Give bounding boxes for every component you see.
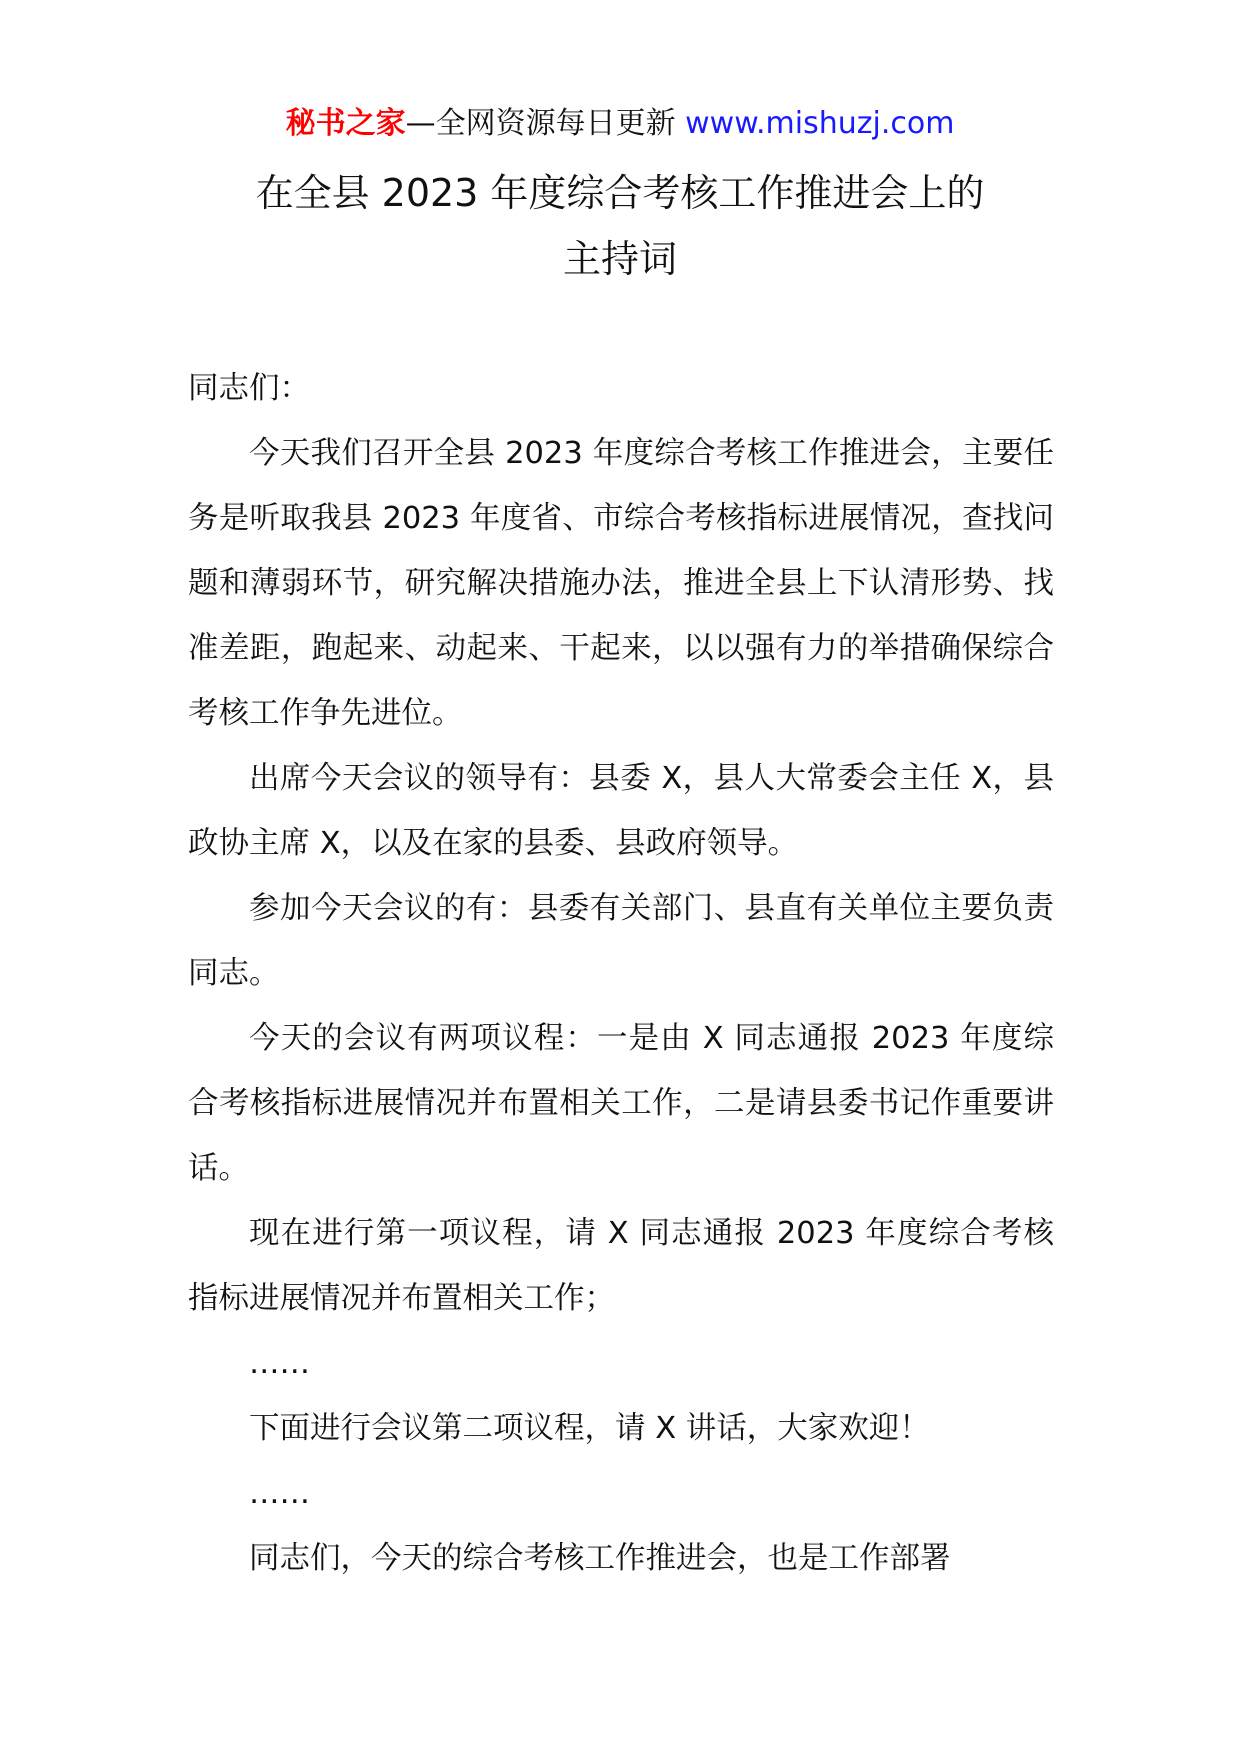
paragraph-agenda-item-1: 现在进行第一项议程，请 X 同志通报 2023 年度综合考核指标进展情况并布置相关工作； — [188, 1216, 1054, 1316]
brand-name: 秘书之家 — [285, 106, 406, 141]
salutation: 同志们： — [188, 371, 310, 406]
document-title-line-1: 在全县 2023 年度综合考核工作推进会上的 — [255, 171, 985, 215]
ellipsis-1: …… — [249, 1346, 310, 1381]
document-body — [188, 356, 1054, 1591]
ellipsis-2: …… — [249, 1476, 310, 1511]
paragraph-agenda: 今天的会议有两项议程：一是由 X 同志通报 2023 年度综合考核指标进展情况并布置相关工作，二是请县委书记作重要讲话。 — [188, 1021, 1054, 1186]
paragraph-agenda-item-2: 下面进行会议第二项议程，请 X 讲话，大家欢迎！ — [249, 1411, 930, 1446]
paragraph-attending-leaders: 出席今天会议的领导有：县委 X，县人大常委会主任 X，县政协主席 X，以及在家的县委、县政府领导。 — [188, 761, 1054, 861]
paragraph-participants: 参加今天会议的有：县委有关部门、县直有关单位主要负责同志。 — [188, 891, 1054, 991]
source-header — [0, 104, 1240, 144]
header-tagline: —全网资源每日更新 — [405, 106, 686, 141]
document-title-line-2: 主持词 — [562, 237, 677, 281]
site-link[interactable]: www.mishuzj.com — [685, 106, 955, 141]
paragraph-closing: 同志们，今天的综合考核工作推进会，也是工作部署 — [249, 1541, 951, 1576]
paragraph-opening: 今天我们召开全县 2023 年度综合考核工作推进会，主要任务是听取我县 2023 年度省、市综合考核指标进展情况，查找问题和薄弱环节，研究解决措施办法，推进全县上下认清形势、找准差距，跑起来、动起来、干起来，以以强有力的举措确保综合考核工作争先进位。 — [188, 436, 1054, 731]
